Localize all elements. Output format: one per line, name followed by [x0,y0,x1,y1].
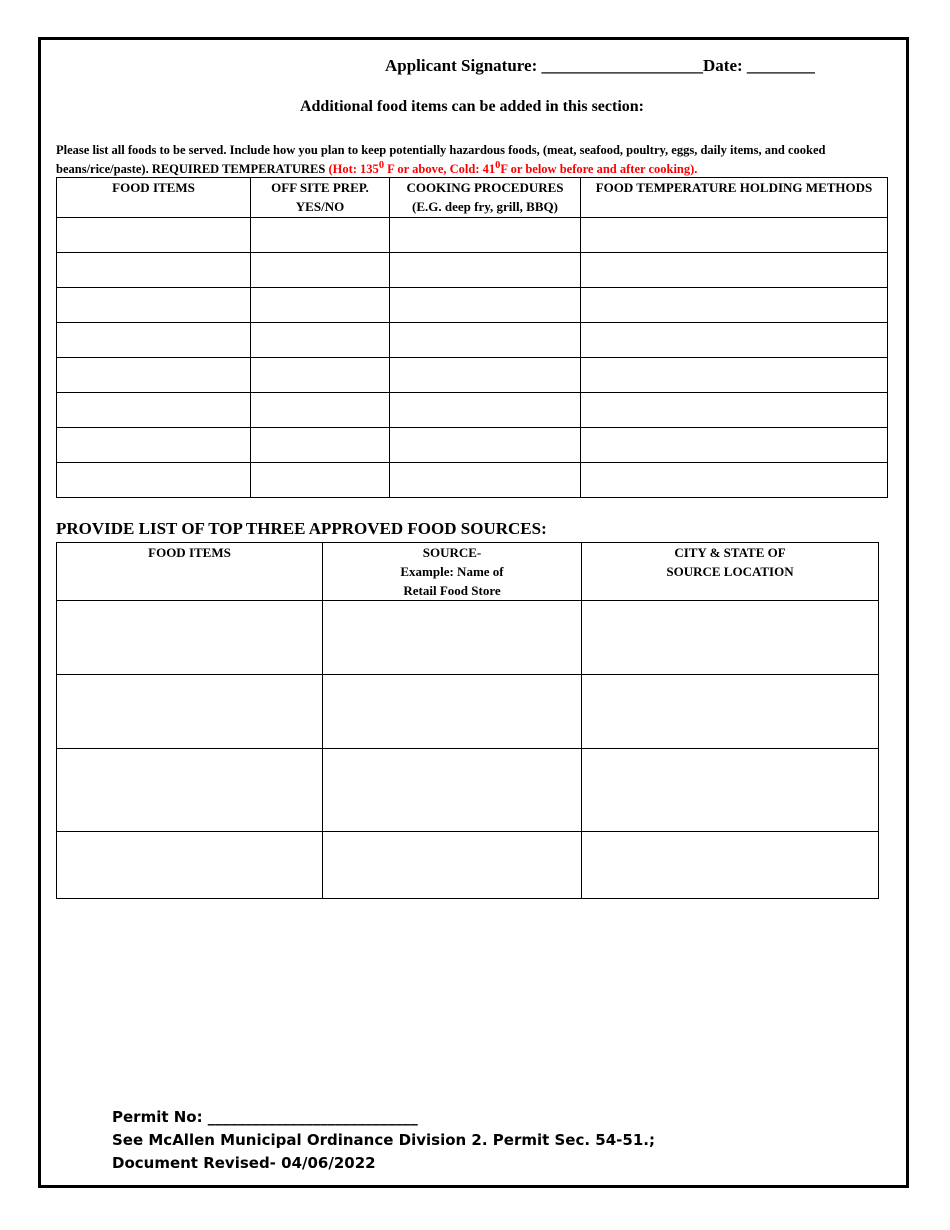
footer [112,1106,655,1175]
source-food-item-cell[interactable] [57,832,323,899]
food-table-row [57,463,888,498]
sources-table-header-row [57,543,879,601]
food-table-header-row [57,178,888,218]
holding-method-cell[interactable] [581,393,888,428]
food-table-row [57,393,888,428]
cooking-procedure-cell[interactable] [390,358,581,393]
food-table-row [57,358,888,393]
source-food-item-cell[interactable] [57,749,323,832]
cooking-procedure-cell[interactable] [390,463,581,498]
food-item-cell[interactable] [57,288,251,323]
food-item-cell[interactable] [57,428,251,463]
signature-line [385,56,815,76]
food-item-cell[interactable] [57,218,251,253]
date-field[interactable]: Date: ________ [703,56,815,75]
food-item-cell[interactable] [57,463,251,498]
header-off-site-prep: OFF SITE PREP. YES/NO [251,178,390,218]
food-table-row [57,218,888,253]
source-food-item-cell[interactable] [57,601,323,675]
food-table-row [57,253,888,288]
off-site-prep-cell[interactable] [251,358,390,393]
sources-table-row [57,832,879,899]
sources-table-row [57,601,879,675]
holding-method-cell[interactable] [581,288,888,323]
cooking-procedure-cell[interactable] [390,428,581,463]
holding-method-cell[interactable] [581,428,888,463]
cooking-procedure-cell[interactable] [390,393,581,428]
additional-items-heading: Additional food items can be added in this section: [299,98,645,115]
cooking-procedure-cell[interactable] [390,253,581,288]
off-site-prep-cell[interactable] [251,393,390,428]
food-items-table [56,177,888,498]
source-name-cell[interactable] [323,675,582,749]
source-name-cell[interactable] [323,749,582,832]
off-site-prep-cell[interactable] [251,218,390,253]
source-location-cell[interactable] [582,601,879,675]
source-name-cell[interactable] [323,832,582,899]
header-food-items: FOOD ITEMS [57,178,251,218]
food-sources-table [56,542,879,899]
source-name-cell[interactable] [323,601,582,675]
food-item-cell[interactable] [57,253,251,288]
sources-table-row [57,749,879,832]
holding-method-cell[interactable] [581,463,888,498]
header-source-food-items: FOOD ITEMS [57,543,323,601]
cooking-procedure-cell[interactable] [390,218,581,253]
holding-method-cell[interactable] [581,323,888,358]
food-table-row [57,288,888,323]
holding-method-cell[interactable] [581,358,888,393]
header-city-state: CITY & STATE OF SOURCE LOCATION [582,543,879,601]
document-revised: Document Revised- 04/06/2022 [112,1154,376,1172]
food-sources-heading: PROVIDE LIST OF TOP THREE APPROVED FOOD SOURCES: [56,519,547,538]
source-food-item-cell[interactable] [57,675,323,749]
off-site-prep-cell[interactable] [251,428,390,463]
source-location-cell[interactable] [582,675,879,749]
sources-table-row [57,675,879,749]
header-source: SOURCE- Example: Name of Retail Food Store [323,543,582,601]
source-location-cell[interactable] [582,749,879,832]
header-holding-methods: FOOD TEMPERATURE HOLDING METHODS [581,178,888,218]
food-table-row [57,428,888,463]
source-location-cell[interactable] [582,832,879,899]
off-site-prep-cell[interactable] [251,323,390,358]
off-site-prep-cell[interactable] [251,288,390,323]
food-item-cell[interactable] [57,323,251,358]
food-item-cell[interactable] [57,358,251,393]
cooking-procedure-cell[interactable] [390,323,581,358]
food-table-row [57,323,888,358]
ordinance-reference: See McAllen Municipal Ordinance Division 2. Permit Sec. 54-51.; [112,1131,655,1149]
header-cooking-procedures: COOKING PROCEDURES (E.G. deep fry, grill, BBQ) [390,178,581,218]
food-item-cell[interactable] [57,393,251,428]
holding-method-cell[interactable] [581,218,888,253]
cooking-procedure-cell[interactable] [390,288,581,323]
holding-method-cell[interactable] [581,253,888,288]
applicant-signature-field[interactable]: Applicant Signature: ___________________ [385,56,703,75]
permit-number-field[interactable]: Permit No: ____________________________ [112,1108,418,1126]
off-site-prep-cell[interactable] [251,463,390,498]
off-site-prep-cell[interactable] [251,253,390,288]
required-temperatures: (Hot: $135^0$ F or above, Cold: $41^0F$ or below before and after cooking). [328,160,698,177]
instructions-text [56,142,891,177]
instructions-main: Please list all foods to be served. Include how you plan to keep potentially hazardous foods, (meat, seafood, poultry, eggs, daily items, and cooked beans/rice/paste). REQUIRED TEMPERATURES [56,143,826,177]
